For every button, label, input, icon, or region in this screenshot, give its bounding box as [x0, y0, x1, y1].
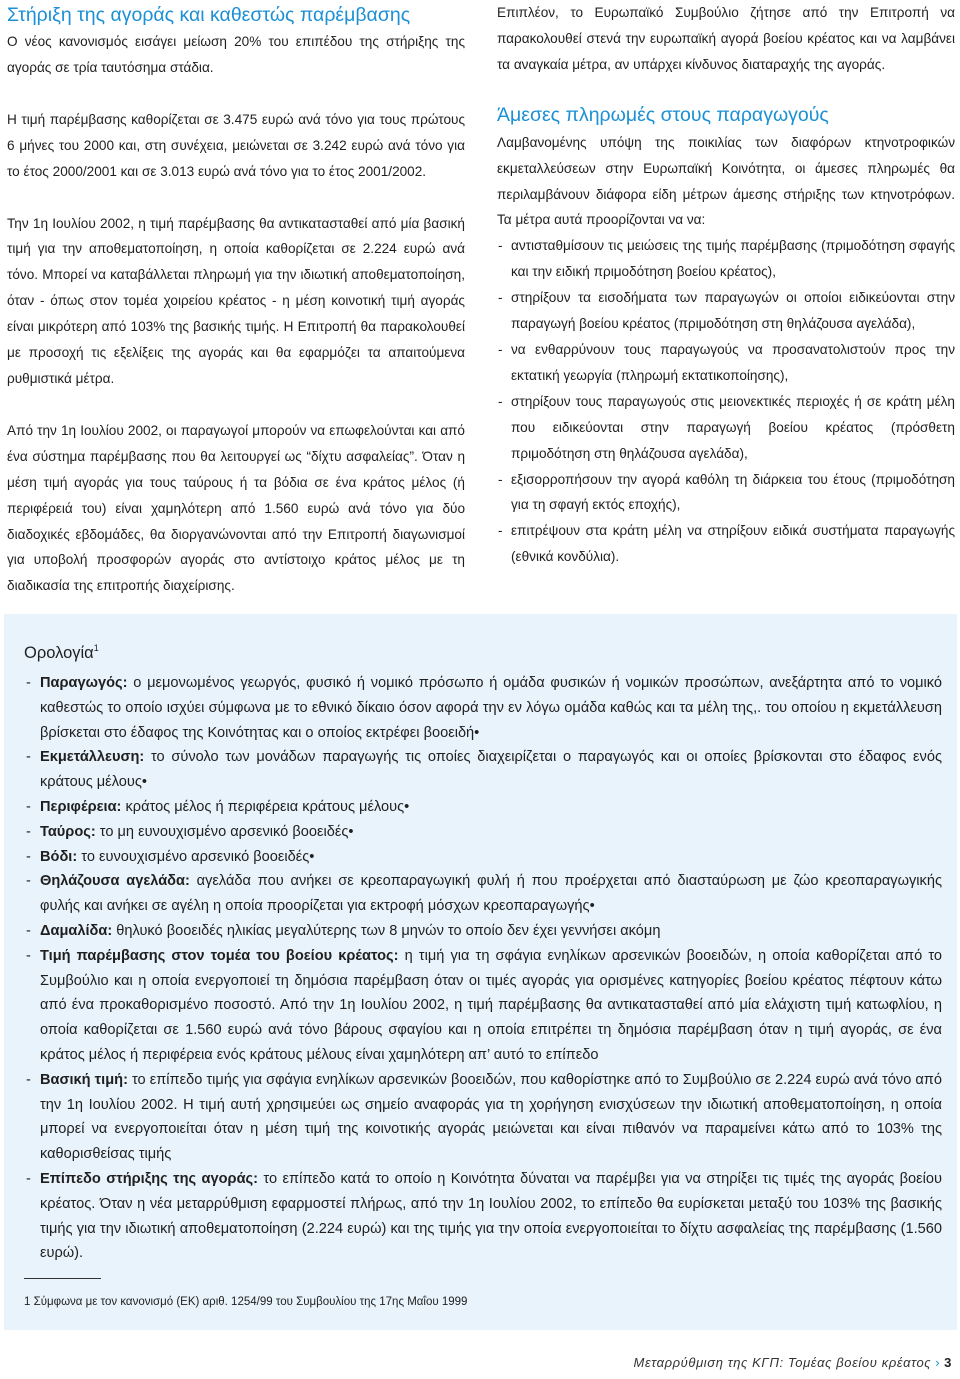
- glossary-item: [26, 745, 942, 795]
- glossary-definition: το επίπεδο κατά το οποίο η Κοινότητα δύναται να παρέμβει για να στηρίξει τις τιμές της αγοράς βοείου κρέατος. Όταν η νέα μεταρρύθμιση εφαρμοστεί πλήρως, από την 1η Ιουλίου 2002, το επίπεδο θα ευρίσκεται μεταξύ του 103% της βασικής τιμής για την ιδιωτική αποθεματοποίηση (2.224 ευρώ) και της τιμής για την οποία ενεργοποιείται το δίχτυ ασφαλείας της παρέμβασης (1.560 ευρώ).: [40, 1170, 942, 1262]
- glossary-item: [26, 671, 942, 745]
- footnote: 1 Σύμφωνα με τον κανονισμό (ΕΚ) αριθ. 1254/99 του Συμβουλίου της 17ης Μαΐου 1999: [24, 1296, 468, 1308]
- glossary-definition: ο μεμονωμένος γεωργός, φυσικό ή νομικό πρόσωπο ή ομάδα φυσικών ή νομικών προσώπων, ανεξάρτητα από το νομικό καθεστώς το οποίο ισχύει σύμφωνα με το εθνικό δίκαιο όσον αφορά την εν λόγω ομάδα καθώς και τα μέλη της,. του οποίου η εκμετάλλευση βρίσκεται στο έδαφος της Κοινότητας και ο οποίος εκτρέφει βοοειδή•: [40, 675, 942, 741]
- left-column: [7, 0, 465, 599]
- glossary-item: [26, 795, 942, 820]
- glossary-term: Τιμή παρέμβασης στον τομέα του βοείου κρέατος:: [40, 947, 399, 964]
- glossary-definition: κράτος μέλος ή περιφέρεια κράτους μέλους•: [121, 798, 410, 815]
- left-paragraph-3: Την 1η Ιουλίου 2002, η τιμή παρέμβασης θα αντικατασταθεί από μία βασική τιμή για την αποθεματοποίηση, η οποία καθορίζεται σε 2.224 ευρώ ανά τόνο. Μπορεί να καταβάλλεται πληρωμή για την ιδιωτική αποθεματοποίηση, όταν - όπως στον τομέα χοιρείου κρέατος - η μέση κοινοτική τιμή αγοράς είναι μικρότερη από 103% της βασικής τιμής. Η Επιτροπή θα παρακολουθεί με προσοχή τις εξελίξεις της αγοράς και θα εφαρμόζει τα απαιτούμενα ρυθμιστικά μέτρα.: [7, 215, 465, 386]
- glossary-item: [26, 919, 942, 944]
- glossary-term: Θηλάζουσα αγελάδα:: [40, 873, 190, 890]
- left-paragraph-4: Από την 1η Ιουλίου 2002, οι παραγωγοί μπορούν να επωφελούνται και από ένα σύστημα παρέμβασης που θα λειτουργεί ως “δίχτυ ασφαλείας”. Όταν η μέση τιμή αγοράς για τους ταύρους ή τα βόδια σε ένα κράτος μέλος (ή περιφέρειά του) είναι χαμηλότερη από 1.560 ευρώ ανά τόνο για δύο διαδοχικές εβδομάδες, θα διοργανώνονται από την Επιτροπή διαγωνισμοί για υποβολή προσφορών αγοράς στο αντίστοιχο κράτος μέλος με τη διαδικασία της επιτροπής διαχείρισης.: [7, 422, 465, 594]
- glossary-definition: το μη ευνουχισμένο αρσενικό βοοειδές•: [95, 823, 354, 840]
- list-item: - στηρίξουν τους παραγωγούς στις μειονεκτικές περιοχές ή σε κράτη μέλη που ειδικεύονται στην παραγωγή βοείου κρέατος (πρόσθετη πριμοδότηση στη θηλάζουσα αγελάδα),: [497, 389, 955, 467]
- direct-payments-title: Άμεσες πληρωμές στους παραγωγούς: [497, 103, 829, 126]
- page-number: 3: [944, 1355, 952, 1370]
- chevron-right-icon: ›: [935, 1355, 941, 1370]
- glossary-term: Επίπεδο στήριξης της αγοράς:: [40, 1170, 259, 1187]
- page-footer: [634, 1355, 952, 1370]
- glossary-term: Βόδι:: [40, 848, 78, 865]
- glossary-item: [26, 869, 942, 919]
- right-column: [497, 0, 955, 570]
- glossary-term: Εκμετάλλευση:: [40, 749, 145, 766]
- glossary-item: [26, 845, 942, 870]
- glossary-definition: η τιμή για τη σφάγια ενηλίκων αρσενικών βοοειδών, η οποία καθορίζεται από το Συμβούλιο και η οποία ενεργοποιεί τη δημόσια παρέμβαση όταν οι τιμές αγοράς για ορισμένες κατηγορίες βοείου κρέατος πέφτουν κάτω από ένα προκαθορισμένο ποσοστό. Από την 1η Ιουλίου 2002, η τιμή παρέμβασης θα αντικατασταθεί από μία ελάχιστη τιμή κατωφλίου, η οποία καθορίζεται σε 1.560 ευρώ ανά τόνο βάρους σφαγίου και η οποία επιτρέπει τη δημόσια παρέμβαση όταν η τιμή αγοράς, σε ένα κράτος μέλος ή περιφέρεια ενός κράτους μέλους είναι χαμηλότερη απ’ αυτό το επίπεδο: [40, 947, 942, 1063]
- glossary-term: Βασική τιμή:: [40, 1071, 128, 1088]
- market-support-title: Στήριξη της αγοράς και καθεστώς παρέμβασης: [7, 4, 411, 26]
- left-paragraph-2: Η τιμή παρέμβασης καθορίζεται σε 3.475 ευρώ ανά τόνο για τους πρώτους 6 μήνες του 2000 και, στη συνέχεια, μειώνεται σε 3.242 ευρώ ανά τόνο για το έτος 2000/2001 και σε 3.013 ευρώ ανά τόνο για το έτος 2001/2002.: [7, 111, 465, 179]
- measures-list: [497, 233, 955, 570]
- glossary-term: Ταύρος:: [40, 823, 96, 840]
- list-item: - αντισταθμίσουν τις μειώσεις της τιμής παρέμβασης (πριμοδότηση σφαγής και την ειδική πριμοδότηση βοείου κρέατος),: [497, 233, 955, 285]
- footer-label: Μεταρρύθμιση της ΚΓΠ: Τομέας βοείου κρέατος: [633, 1355, 932, 1370]
- glossary-definition: θηλυκό βοοειδές ηλικίας μεγαλύτερης των 8 μηνών το οποίο δεν έχει γεννήσει ακόμη: [112, 922, 661, 939]
- list-item: - εξισορροπήσουν την αγορά καθόλη τη διάρκεια του έτους (πριμοδότηση για τη σφαγή εκτός εποχής),: [497, 467, 955, 519]
- footnote-ref: 1: [93, 643, 99, 653]
- glossary-item: [26, 820, 942, 845]
- glossary-item: [26, 944, 942, 1068]
- glossary-title: Ορολογία$^1$: [24, 643, 99, 662]
- glossary-item: [26, 1068, 942, 1167]
- glossary-definition: το σύνολο των μονάδων παραγωγής τις οποίες διαχειρίζεται ο παραγωγός και οι οποίες βρίσκονται στο έδαφος ενός κράτους μέλους•: [40, 749, 942, 791]
- glossary-definition: το επίπεδο τιμής για σφάγια ενηλίκων αρσενικών βοοειδών, που καθορίστηκε από το Συμβούλιο σε 2.224 ευρώ ανά τόνο από την 1η Ιουλίου 2002. Η τιμή αυτή χρησιμεύει ως σημείο αναφοράς για τη χορήγηση ενισχύσεων την ιδιωτική αποθεματοποίηση, η οποία μπορεί να ενεργοποιείται όταν η μέση τιμή της κοινοτικής αγοράς μειώνεται και είναι πιθανόν να παραμείνει κάτω από το 103% της καθορισθείσας τιμής: [40, 1071, 942, 1163]
- list-item: - επιτρέψουν στα κράτη μέλη να στηρίξουν ειδικά συστήματα παραγωγής (εθνικά κονδύλια).: [497, 518, 955, 570]
- glossary-term: Δαμαλίδα:: [40, 922, 113, 939]
- list-item: - να ενθαρρύνουν τους παραγωγούς να προσανατολιστούν προς την εκτατική γεωργία (πληρωμή εκτατικοποίησης),: [497, 337, 955, 389]
- glossary-item: [26, 1167, 942, 1266]
- left-paragraph-1: Ο νέος κανονισμός εισάγει μείωση 20% του επιπέδου της στήριξης της αγοράς σε τρία ταυτόσημα στάδια.: [7, 34, 465, 75]
- glossary-list: [26, 671, 942, 1266]
- list-item: - στηρίξουν τα εισοδήματα των παραγωγών οι οποίοι ειδικεύονται στην παραγωγή βοείου κρέατος (πριμοδότηση στη θηλάζουσα αγελάδα),: [497, 285, 955, 337]
- glossary-definition: αγελάδα που ανήκει σε κρεοπαραγωγική φυλή ή που προέρχεται από διασταύρωση με ζώο κρεοπαραγωγικής φυλής και ανήκει σε αγέλη η οποία προορίζεται για εκτροφή μόσχων κρεοπαραγωγής•: [40, 873, 942, 915]
- glossary-term: Περιφέρεια:: [40, 798, 122, 815]
- glossary-box: [4, 614, 957, 1330]
- footnote-divider: [24, 1278, 101, 1279]
- right-body: Λαμβανομένης υπόψη της ποικιλίας των διαφόρων κτηνοτροφικών εκμεταλλεύσεων στην Ευρωπαϊκή Κοινότητα, οι άμεσες πληρωμές θα περιλαμβάνουν διάφορα είδη μέτρων άμεσης στήριξης των κτηνοτρόφων. Τα μέτρα αυτά προορίζονται να να:: [497, 134, 955, 228]
- glossary-term: Παραγωγός:: [40, 675, 128, 691]
- glossary-definition: το ευνουχισμένο αρσενικό βοοειδές•: [77, 848, 315, 865]
- right-intro: Επιπλέον, το Ευρωπαϊκό Συμβούλιο ζήτησε από την Επιτροπή να παρακολουθεί στενά την ευρωπαϊκή αγορά βοείου κρέατος και να λαμβάνει τα αναγκαία μέτρα, αν υπάρχει κίνδυνος διαταραχής της αγοράς.: [497, 5, 955, 72]
